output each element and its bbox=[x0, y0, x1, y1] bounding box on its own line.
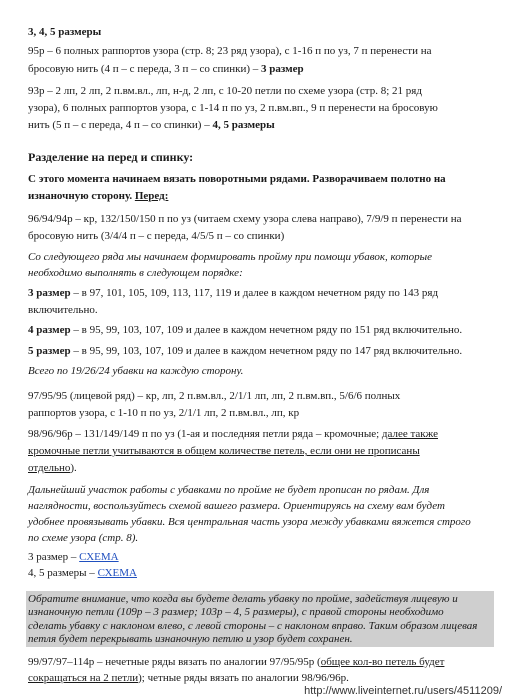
turn-text: изнаночную сторону. bbox=[28, 190, 135, 202]
row-96-line2: бросовую нить (3/4/4 п – с переда, 4/5/5 п – со спинки) bbox=[28, 230, 285, 242]
row-93-line3 bbox=[28, 119, 492, 132]
row-99-underlined-2: сокращаться на 2 петли bbox=[28, 672, 139, 684]
schema-size45-label: 4, 5 размеры – bbox=[28, 567, 98, 579]
note2-line4: по схеме узора (стр. 8). bbox=[28, 532, 139, 544]
total-note: Всего по 19/26/24 убавки на каждую сторону. bbox=[28, 365, 244, 377]
size3-label: 3 размер bbox=[28, 287, 71, 299]
row-99-line2 bbox=[28, 672, 492, 685]
front-label: Перед: bbox=[134, 190, 169, 202]
size3-text: – в 97, 101, 105, 109, 113, 117, 119 и далее в каждом нечетном ряду по 143 ряд bbox=[70, 287, 439, 299]
turn-line2 bbox=[28, 190, 492, 203]
row-98-end: ). bbox=[70, 462, 77, 474]
row-95-line2 bbox=[28, 63, 492, 76]
size4-label: 4 размер bbox=[28, 324, 71, 336]
schema-size3-link[interactable]: СХЕМА bbox=[79, 551, 119, 563]
row-93-line2: узора), 6 полных раппортов узора, с 1-14 п по уз, 2 п.вм.вп., 9 п перенести на бросовую bbox=[28, 102, 438, 114]
sizes-heading: 3, 4, 5 размеры bbox=[28, 26, 102, 38]
size5-label: 5 размер bbox=[28, 345, 71, 357]
row-99-text: 99/97/97–114р – нечетные ряды вязать по аналогии 97/95/95р ( bbox=[28, 656, 321, 668]
row-98-line1 bbox=[28, 428, 492, 441]
highlight-line4: петля будет перекрывать изнаночную петлю и узор будет сохранен. bbox=[28, 633, 353, 645]
turn-line1: С этого момента начинаем вязать поворотными рядами. Разворачиваем полотно на bbox=[28, 173, 446, 185]
row-95-text: бросовую нить (4 п – с переда, 3 п – со спинки) – bbox=[28, 63, 262, 75]
size4-line bbox=[28, 324, 492, 337]
row-98-underlined-1: далее также bbox=[381, 428, 438, 440]
row-98-text: 98/96/96р – 131/149/149 п по уз (1-ая и последняя петли ряда – кромочные; bbox=[28, 428, 382, 440]
row-95-size: 3 размер bbox=[261, 63, 304, 75]
schema-size45 bbox=[28, 567, 492, 580]
note2-line2: наглядности, воспользуйтесь схемой вашего размера. Ориентируясь на схему вам будет bbox=[28, 500, 445, 512]
row-95-line1: 95р – 6 полных раппортов узора (стр. 8; 23 ряд узора), с 1-16 п по уз, 7 п перенести на bbox=[28, 45, 432, 57]
row-99-line1 bbox=[28, 656, 492, 669]
schema-size45-link[interactable]: СХЕМА bbox=[97, 567, 138, 579]
row-93-line1: 93р – 2 лп, 2 лп, 2 п.вм.вл., лп, н-д, 2 лп, с 10-20 петли по схеме узора (стр. 8; 21 ряд bbox=[28, 85, 422, 97]
row-99-underlined-1: общее кол-во петель будет bbox=[320, 656, 445, 668]
note2-line1: Дальнейший участок работы с убавками по пройме не будет прописан по рядам. Для bbox=[28, 484, 430, 496]
row-98-underlined-3: отдельно bbox=[28, 462, 71, 474]
schema-size3-label: 3 размер – bbox=[28, 551, 80, 563]
size5-line bbox=[28, 345, 492, 358]
row-97-line1: 97/95/95 (лицевой ряд) – кр, лп, 2 п.вм.вл., 2/1/1 лп, лп, 2 п.вм.вп., 5/6/6 полных bbox=[28, 390, 401, 402]
schema-size3 bbox=[28, 551, 492, 564]
row-93-text: нить (5 п – с переда, 4 п – со спинки) – bbox=[28, 119, 213, 131]
row-99-text-2: ); четные ряды вязать по аналогии 98/96/96р. bbox=[138, 672, 349, 684]
size4-text: – в 95, 99, 103, 107, 109 и далее в каждом нечетном ряду по 151 ряд включительно. bbox=[70, 324, 463, 336]
row-96-line1: 96/94/94р – кр, 132/150/150 п по уз (читаем схему узора слева направо), 7/9/9 п перенести на bbox=[28, 213, 462, 225]
size3-line1 bbox=[28, 287, 492, 300]
note2-line3: удобнее провязывать убавки. Вся центральная часть узора между убавками вяжется строго bbox=[28, 516, 471, 528]
split-heading: Разделение на перед и спинку: bbox=[28, 150, 194, 164]
note1-line1: Со следующего ряда мы начинаем формировать пройму при помощи убавок, которые bbox=[28, 251, 432, 263]
size5-text: – в 95, 99, 103, 107, 109 и далее в каждом нечетном ряду по 147 ряд включительно. bbox=[70, 345, 463, 357]
highlight-line2: изнаночную петли (109р – 3 размер; 103р – 4, 5 размеры), с правой стороны необходимо bbox=[28, 606, 444, 618]
size3-line2: включительно. bbox=[28, 304, 98, 316]
row-98-line2: кромочные петли учитываются в общем количестве петель, если они не прописаны bbox=[28, 445, 420, 457]
row-98-line3 bbox=[28, 462, 492, 475]
highlight-line1: Обратите внимание, что когда вы будете делать убавку по пройме, задействуя лицевую и bbox=[28, 593, 458, 605]
row-93-size: 4, 5 размеры bbox=[212, 119, 275, 131]
note1-line2: необходимо выполнять в следующем порядке: bbox=[28, 267, 243, 279]
row-97-line2: раппортов узора, с 1-10 п по уз, 2/1/1 лп, 2 п.вм.вл., лп, кр bbox=[28, 407, 300, 419]
highlight-line3: сделать убавку с наклоном влево, с левой стороны – с наклоном вправо. Таким образом лицевая bbox=[28, 620, 478, 632]
watermark-url: http://www.liveinternet.ru/users/4511209/ bbox=[304, 685, 502, 697]
